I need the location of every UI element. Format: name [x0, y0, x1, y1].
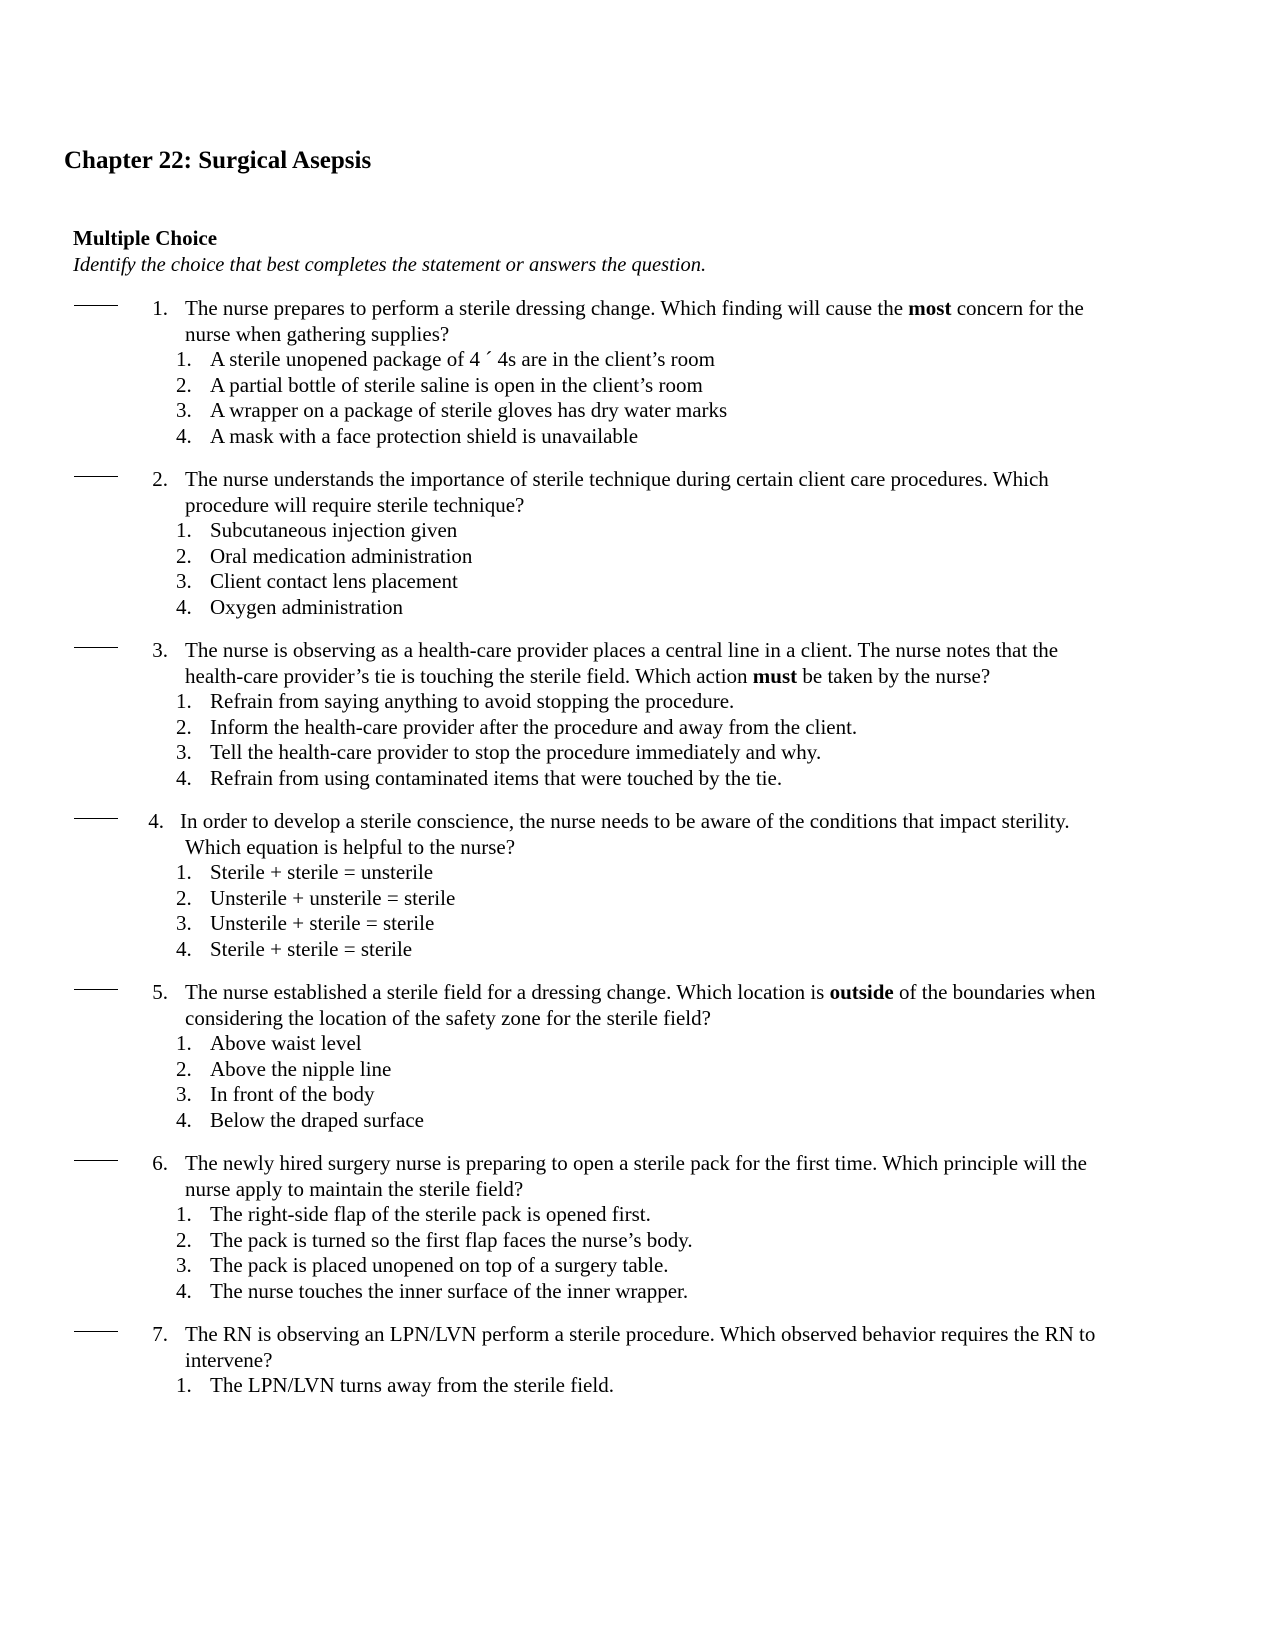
question-5	[0, 979, 1275, 1149]
choice-text: A wrapper on a package of sterile gloves has dry water marks	[210, 398, 728, 423]
choice-text: Below the draped surface	[210, 1107, 424, 1132]
choice-number: 2.	[176, 1227, 192, 1252]
choice-number: 2.	[176, 885, 192, 910]
stem-line: In order to develop a sterile conscience, the nurse needs to be aware of the conditions that impact sterility.	[180, 809, 1070, 833]
question-number: 5.	[152, 980, 168, 1004]
choice-text: Unsterile + unsterile = sterile	[210, 885, 456, 910]
choice-number: 3.	[176, 911, 192, 936]
choice-number: 2.	[176, 1056, 192, 1081]
choice-number: 1.	[176, 518, 192, 542]
choice-text: The pack is placed unopened on top of a surgery table.	[210, 1253, 669, 1278]
choice-text: Tell the health-care provider to stop the procedure immediately and why.	[210, 740, 822, 765]
question-stem	[185, 466, 1175, 518]
stem-line: nurse apply to maintain the sterile field?	[185, 1177, 524, 1201]
choice-number: 2.	[176, 714, 192, 739]
choice-text: Above the nipple line	[210, 1056, 392, 1081]
question-7	[0, 1321, 1275, 1491]
instructions-text: Identify the choice that best completes the statement or answers the question.	[73, 254, 707, 276]
question-stem	[185, 1150, 1175, 1202]
question-number: 1.	[152, 296, 168, 320]
choice-text: Unsterile + sterile = sterile	[210, 911, 435, 936]
question-number: 2.	[152, 467, 168, 491]
section-heading: Multiple Choice	[73, 226, 218, 250]
choice-text: A sterile unopened package of 4 ´ 4s are in the client’s room	[210, 347, 716, 371]
question-stem	[185, 295, 1175, 347]
choice-text: Client contact lens placement	[210, 569, 458, 594]
answer-blank[interactable]	[74, 647, 118, 648]
question-stem	[185, 979, 1175, 1031]
stem-line: The nurse is observing as a health-care provider places a central line in a client. The nurse notes that the	[185, 638, 1059, 662]
choice-number: 2.	[176, 543, 192, 568]
choice-number: 4.	[176, 1278, 192, 1303]
question-2	[0, 466, 1275, 636]
choice-number: 1.	[176, 1031, 192, 1055]
choice-text: Refrain from saying anything to avoid stopping the procedure.	[210, 689, 735, 713]
answer-blank[interactable]	[74, 818, 118, 819]
stem-line: The nurse prepares to perform a sterile dressing change. Which finding will cause the most concern for the	[185, 296, 1084, 320]
choice-number: 1.	[176, 347, 192, 371]
emphasis: most	[908, 296, 952, 320]
question-number: 4.	[148, 809, 164, 833]
choice-text: A partial bottle of sterile saline is open in the client’s room	[210, 372, 703, 397]
question-stem	[185, 1321, 1175, 1373]
choice-number: 1.	[176, 860, 192, 884]
question-stem	[180, 808, 1175, 860]
choice-number: 3.	[176, 398, 192, 423]
stem-line: The newly hired surgery nurse is preparing to open a sterile pack for the first time. Which principle will the	[185, 1151, 1087, 1175]
choice-text: Above waist level	[210, 1031, 362, 1055]
choice-number: 4.	[176, 423, 192, 448]
choice-number: 1.	[176, 1373, 192, 1397]
choice-text: Sterile + sterile = sterile	[210, 936, 413, 961]
emphasis: outside	[829, 980, 894, 1004]
choice-number: 4.	[176, 594, 192, 619]
choice-number: 4.	[176, 1107, 192, 1132]
choice-text: In front of the body	[210, 1082, 375, 1107]
stem-line: nurse when gathering supplies?	[185, 322, 450, 346]
stem-line: Which equation is helpful to the nurse?	[185, 835, 516, 859]
choice-text: Subcutaneous injection given	[210, 518, 458, 542]
choice-text: The LPN/LVN turns away from the sterile field.	[210, 1373, 614, 1397]
question-number: 3.	[152, 638, 168, 662]
question-6	[0, 1150, 1275, 1320]
stem-line: intervene?	[185, 1348, 273, 1372]
choice-text: The pack is turned so the first flap faces the nurse’s body.	[210, 1227, 693, 1252]
answer-blank[interactable]	[74, 989, 118, 990]
question-4	[0, 808, 1275, 978]
page-title: Chapter 22: Surgical Asepsis	[64, 147, 372, 174]
choice-text: The nurse touches the inner surface of the inner wrapper.	[210, 1278, 689, 1303]
stem-line: procedure will require sterile technique?	[185, 493, 525, 517]
question-stem	[185, 637, 1175, 689]
choice-text: Oxygen administration	[210, 594, 404, 619]
stem-line: The nurse understands the importance of sterile technique during certain client care procedures. Which	[185, 467, 1049, 491]
answer-blank[interactable]	[74, 305, 118, 306]
choice-number: 3.	[176, 1082, 192, 1107]
question-3	[0, 637, 1275, 807]
question-number: 7.	[152, 1322, 168, 1346]
question-1	[0, 295, 1275, 465]
choice-number: 1.	[176, 1202, 192, 1226]
answer-blank[interactable]	[74, 476, 118, 477]
choice-text: The right-side flap of the sterile pack is opened first.	[210, 1202, 651, 1226]
choice-text: Refrain from using contaminated items that were touched by the tie.	[210, 765, 783, 790]
choice-text: A mask with a face protection shield is unavailable	[210, 423, 639, 448]
choice-text: Inform the health-care provider after the procedure and away from the client.	[210, 714, 858, 739]
choice-number: 2.	[176, 372, 192, 397]
choice-text: Sterile + sterile = unsterile	[210, 860, 434, 884]
stem-line: The nurse established a sterile field for a dressing change. Which location is outside of the boundaries when	[185, 980, 1096, 1004]
stem-line: health-care provider’s tie is touching the sterile field. Which action must be taken by the nurse?	[185, 664, 991, 688]
choice-text: Oral medication administration	[210, 543, 473, 568]
choice-number: 4.	[176, 936, 192, 961]
choice-number: 4.	[176, 765, 192, 790]
choice-number: 3.	[176, 740, 192, 765]
choice-number: 3.	[176, 1253, 192, 1278]
answer-blank[interactable]	[74, 1331, 118, 1332]
answer-blank[interactable]	[74, 1160, 118, 1161]
choice-number: 1.	[176, 689, 192, 713]
question-number: 6.	[152, 1151, 168, 1175]
emphasis: must	[752, 664, 798, 688]
choice-number: 3.	[176, 569, 192, 594]
stem-line: considering the location of the safety zone for the sterile field?	[185, 1006, 711, 1030]
stem-line: The RN is observing an LPN/LVN perform a sterile procedure. Which observed behavior requires the RN to	[185, 1322, 1096, 1346]
